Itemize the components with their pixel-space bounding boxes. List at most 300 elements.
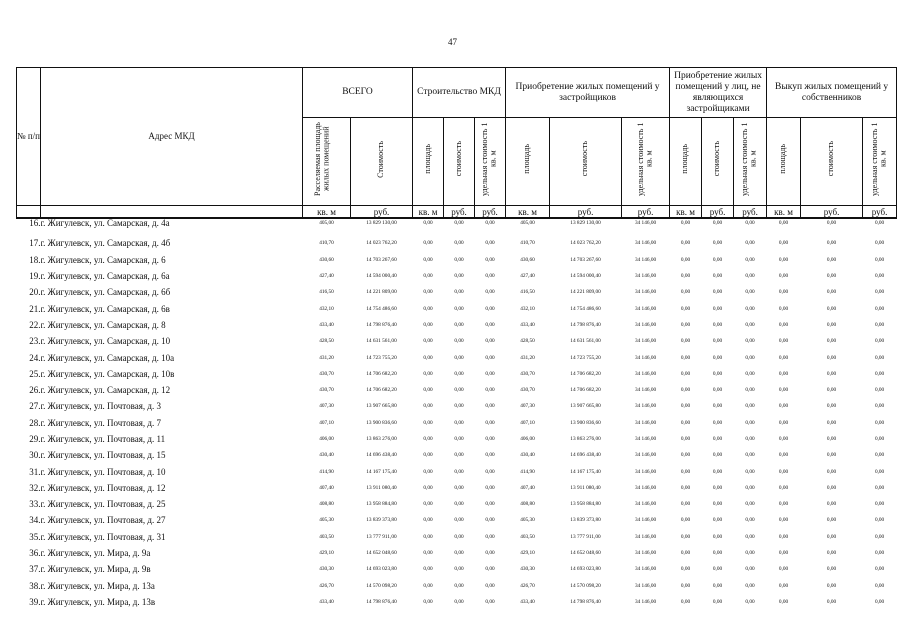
unit-construction-unit-cost: руб. bbox=[475, 206, 506, 219]
non-developers-cost: 0,00 bbox=[712, 598, 723, 605]
row-num: 30. bbox=[29, 450, 41, 461]
developers-unit-cost: 34 146,00 bbox=[634, 338, 657, 345]
total-cost: 14 754 486,60 bbox=[366, 305, 397, 312]
unit-total-area: кв. м bbox=[303, 206, 351, 219]
owners-cost: 0,00 bbox=[826, 452, 837, 459]
total-area: 407,30 bbox=[319, 403, 334, 410]
developers-area: 406,00 bbox=[520, 436, 535, 442]
total-area: 406,00 bbox=[319, 436, 334, 442]
table-row bbox=[17, 561, 897, 577]
total-area: 433,40 bbox=[319, 598, 334, 605]
non-developers-area: 0,00 bbox=[680, 517, 691, 524]
owners-cost: 0,00 bbox=[826, 582, 837, 589]
construction-area: 0,00 bbox=[423, 566, 433, 573]
non-developers-area: 0,00 bbox=[680, 582, 691, 589]
construction-area: 0,00 bbox=[423, 517, 433, 524]
construction-cost: 0,00 bbox=[454, 403, 464, 410]
construction-cost: 0,00 bbox=[454, 468, 464, 475]
construction-unit-cost: 0,00 bbox=[485, 370, 495, 377]
owners-unit-cost: 0,00 bbox=[874, 598, 885, 605]
non-developers-cost: 0,00 bbox=[712, 533, 723, 540]
owners-cost: 0,00 bbox=[826, 273, 837, 280]
owners-area: 0,00 bbox=[778, 370, 789, 377]
non-developers-cost: 0,00 bbox=[712, 582, 723, 589]
owners-area: 0,00 bbox=[778, 468, 789, 475]
total-area: 427,40 bbox=[319, 273, 334, 280]
header-buyout-owners: Выкуп жилых помещений у собственников bbox=[767, 68, 897, 118]
table-row bbox=[17, 594, 897, 610]
developers-area: 426,70 bbox=[520, 582, 535, 589]
row-address: г. Жигулевск, ул. Почтовая, д. 25 bbox=[40, 499, 166, 510]
total-area: 433,40 bbox=[319, 321, 334, 328]
owners-unit-cost: 0,00 bbox=[874, 338, 885, 345]
non-developers-unit-cost: 0,00 bbox=[745, 517, 755, 524]
developers-unit-cost: 34 146,00 bbox=[634, 305, 657, 312]
construction-unit-cost: 0,00 bbox=[485, 501, 495, 508]
unit-owners-unit-cost: руб. bbox=[863, 206, 897, 219]
row-address: г. Жигулевск, ул. Почтовая, д. 7 bbox=[40, 417, 161, 428]
row-address: г. Жигулевск, ул. Самарская, д. 10а bbox=[40, 352, 175, 363]
row-num: 34. bbox=[29, 515, 41, 526]
row-address: г. Жигулевск, ул. Самарская, д. 12 bbox=[40, 385, 171, 396]
non-developers-cost: 0,00 bbox=[712, 468, 723, 475]
owners-cost: 0,00 bbox=[826, 240, 837, 247]
developers-area: 430,60 bbox=[520, 256, 535, 263]
developers-unit-cost: 34 146,00 bbox=[634, 240, 657, 247]
construction-cost: 0,00 bbox=[454, 517, 464, 524]
non-developers-cost: 0,00 bbox=[712, 370, 723, 377]
developers-unit-cost: 34 146,00 bbox=[634, 321, 657, 328]
developers-cost: 14 798 876,40 bbox=[570, 598, 601, 605]
total-cost: 13 863 276,00 bbox=[366, 436, 397, 442]
owners-unit-cost: 0,00 bbox=[874, 501, 885, 508]
construction-cost: 0,00 bbox=[454, 289, 464, 296]
row-num: 37. bbox=[29, 564, 41, 575]
owners-unit-cost: 0,00 bbox=[874, 370, 885, 377]
developers-unit-cost: 34 146,00 bbox=[634, 256, 657, 263]
owners-area: 0,00 bbox=[778, 338, 789, 345]
owners-cost: 0,00 bbox=[826, 533, 837, 540]
developers-unit-cost: 34 146,00 bbox=[634, 582, 657, 589]
developers-unit-cost: 34 146,00 bbox=[634, 436, 657, 442]
developers-area: 430,70 bbox=[520, 387, 535, 394]
row-num: 36. bbox=[29, 548, 41, 559]
developers-area: 414,90 bbox=[520, 468, 535, 475]
developers-cost: 14 706 682,20 bbox=[570, 370, 601, 377]
row-address: г. Жигулевск, ул. Почтовая, д. 10 bbox=[40, 466, 166, 477]
owners-cost: 0,00 bbox=[826, 305, 837, 312]
construction-cost: 0,00 bbox=[454, 220, 464, 226]
developers-cost: 13 907 665,80 bbox=[570, 403, 601, 410]
owners-unit-cost: 0,00 bbox=[874, 305, 885, 312]
total-cost: 14 570 098,20 bbox=[366, 582, 397, 589]
total-cost: 14 693 023,80 bbox=[366, 566, 397, 573]
developers-unit-cost: 34 146,00 bbox=[634, 273, 657, 280]
construction-unit-cost: 0,00 bbox=[485, 387, 495, 394]
developers-cost: 13 829 130,00 bbox=[570, 220, 601, 226]
non-developers-area: 0,00 bbox=[680, 566, 691, 573]
construction-area: 0,00 bbox=[423, 501, 433, 508]
developers-cost: 13 911 080,40 bbox=[570, 484, 601, 491]
non-developers-area: 0,00 bbox=[680, 403, 691, 410]
non-developers-unit-cost: 0,00 bbox=[745, 354, 755, 361]
total-area: 432,10 bbox=[319, 305, 334, 312]
construction-area: 0,00 bbox=[423, 468, 433, 475]
owners-area: 0,00 bbox=[778, 436, 789, 442]
construction-area: 0,00 bbox=[423, 240, 433, 247]
developers-cost: 13 863 276,00 bbox=[570, 436, 601, 442]
owners-cost: 0,00 bbox=[826, 517, 837, 524]
construction-unit-cost: 0,00 bbox=[485, 517, 495, 524]
owners-area: 0,00 bbox=[778, 419, 789, 426]
total-area: 405,00 bbox=[319, 220, 334, 226]
table-row bbox=[17, 463, 897, 479]
row-address: г. Жигулевск, ул. Мира, д. 9в bbox=[40, 564, 151, 575]
header-purchase-developers: Приобретение жилых помещений у застройщиков bbox=[506, 68, 670, 118]
construction-unit-cost: 0,00 bbox=[485, 321, 495, 328]
non-developers-unit-cost: 0,00 bbox=[745, 387, 755, 394]
developers-cost: 14 754 486,60 bbox=[570, 305, 601, 312]
non-developers-area: 0,00 bbox=[680, 468, 691, 475]
total-area: 403,50 bbox=[319, 533, 334, 540]
row-num: 16. bbox=[29, 218, 41, 228]
total-cost: 14 696 438,40 bbox=[366, 452, 397, 459]
owners-unit-cost: 0,00 bbox=[874, 321, 885, 328]
table-row bbox=[17, 333, 897, 349]
construction-cost: 0,00 bbox=[454, 598, 464, 605]
unit-non-developers-cost: руб. bbox=[702, 206, 734, 219]
construction-unit-cost: 0,00 bbox=[485, 533, 495, 540]
construction-unit-cost: 0,00 bbox=[485, 256, 495, 263]
construction-cost: 0,00 bbox=[454, 533, 464, 540]
construction-cost: 0,00 bbox=[454, 338, 464, 345]
row-address: г. Жигулевск, ул. Самарская, д. 6а bbox=[40, 271, 170, 282]
total-area: 431,20 bbox=[319, 354, 334, 361]
construction-area: 0,00 bbox=[423, 484, 433, 491]
total-area: 430,40 bbox=[319, 452, 334, 459]
unit-owners-cost: руб. bbox=[801, 206, 863, 219]
owners-area: 0,00 bbox=[778, 533, 789, 540]
construction-cost: 0,00 bbox=[454, 273, 464, 280]
developers-cost: 13 839 373,80 bbox=[570, 517, 601, 524]
construction-area: 0,00 bbox=[423, 256, 433, 263]
construction-area: 0,00 bbox=[423, 354, 433, 361]
construction-cost: 0,00 bbox=[454, 436, 464, 442]
owners-area: 0,00 bbox=[778, 517, 789, 524]
owners-unit-cost: 0,00 bbox=[874, 582, 885, 589]
construction-area: 0,00 bbox=[423, 305, 433, 312]
non-developers-unit-cost: 0,00 bbox=[745, 468, 755, 475]
developers-area: 430,40 bbox=[520, 452, 535, 459]
non-developers-cost: 0,00 bbox=[712, 566, 723, 573]
total-area: 414,90 bbox=[319, 468, 334, 475]
construction-unit-cost: 0,00 bbox=[485, 338, 495, 345]
owners-cost: 0,00 bbox=[826, 468, 837, 475]
table-row bbox=[17, 218, 897, 235]
header-total: ВСЕГО bbox=[303, 68, 413, 118]
owners-cost: 0,00 bbox=[826, 256, 837, 263]
table-row bbox=[17, 447, 897, 463]
row-num: 32. bbox=[29, 482, 41, 493]
total-cost: 14 594 000,40 bbox=[366, 273, 397, 280]
row-num: 17. bbox=[29, 238, 41, 249]
owners-cost: 0,00 bbox=[826, 501, 837, 508]
row-address: г. Жигулевск, ул. Мира, д. 13а bbox=[40, 580, 155, 591]
developers-unit-cost: 34 146,00 bbox=[634, 452, 657, 459]
table-row bbox=[17, 317, 897, 333]
row-address: г. Жигулевск, ул. Почтовая, д. 12 bbox=[40, 482, 166, 493]
row-address: г. Жигулевск, ул. Самарская, д. 6в bbox=[40, 303, 170, 314]
owners-cost: 0,00 bbox=[826, 566, 837, 573]
non-developers-area: 0,00 bbox=[680, 321, 691, 328]
row-address: г. Жигулевск, ул. Мира, д. 13в bbox=[40, 596, 156, 607]
header-non-developers-area: площадь bbox=[670, 118, 702, 206]
non-developers-area: 0,00 bbox=[680, 354, 691, 361]
non-developers-area: 0,00 bbox=[680, 484, 691, 491]
non-developers-cost: 0,00 bbox=[712, 289, 723, 296]
owners-unit-cost: 0,00 bbox=[874, 517, 885, 524]
row-num: 18. bbox=[29, 254, 41, 265]
owners-cost: 0,00 bbox=[826, 354, 837, 361]
developers-unit-cost: 34 146,00 bbox=[634, 533, 657, 540]
owners-cost: 0,00 bbox=[826, 387, 837, 394]
developers-unit-cost: 34 146,00 bbox=[634, 289, 657, 296]
page-number: 47 bbox=[448, 37, 457, 47]
developers-area: 403,50 bbox=[520, 533, 535, 540]
row-address: г. Жигулевск, ул. Самарская, д. 4б bbox=[40, 238, 171, 249]
total-cost: 14 703 267,60 bbox=[366, 256, 397, 263]
non-developers-unit-cost: 0,00 bbox=[745, 598, 755, 605]
developers-area: 405,00 bbox=[520, 220, 535, 226]
construction-cost: 0,00 bbox=[454, 419, 464, 426]
construction-area: 0,00 bbox=[423, 289, 433, 296]
developers-unit-cost: 34 146,00 bbox=[634, 220, 657, 226]
header-construction-area: площадь bbox=[413, 118, 444, 206]
construction-cost: 0,00 bbox=[454, 370, 464, 377]
row-num: 19. bbox=[29, 271, 41, 282]
developers-unit-cost: 34 146,00 bbox=[634, 354, 657, 361]
row-address: г. Жигулевск, ул. Почтовая, д. 31 bbox=[40, 531, 166, 542]
header-construction-cost: стоимость bbox=[444, 118, 475, 206]
non-developers-unit-cost: 0,00 bbox=[745, 240, 755, 247]
total-area: 430,70 bbox=[319, 387, 334, 394]
row-address: г. Жигулевск, ул. Мира, д. 9а bbox=[40, 548, 151, 559]
unit-developers-cost: руб. bbox=[550, 206, 622, 219]
developers-cost: 14 706 682,20 bbox=[570, 387, 601, 394]
total-area: 407,40 bbox=[319, 484, 334, 491]
construction-unit-cost: 0,00 bbox=[485, 240, 495, 247]
construction-area: 0,00 bbox=[423, 338, 433, 345]
non-developers-area: 0,00 bbox=[680, 220, 691, 226]
unit-total-cost: руб. bbox=[351, 206, 413, 219]
header-non-developers-cost: стоимость bbox=[702, 118, 734, 206]
header-purchase-non-developers: Приобретение жилых помещений у лиц, не являющихся застройщиками bbox=[670, 68, 767, 118]
non-developers-unit-cost: 0,00 bbox=[745, 566, 755, 573]
owners-unit-cost: 0,00 bbox=[874, 468, 885, 475]
unit-developers-unit-cost: руб. bbox=[622, 206, 670, 219]
non-developers-cost: 0,00 bbox=[712, 550, 723, 557]
construction-area: 0,00 bbox=[423, 220, 433, 226]
owners-area: 0,00 bbox=[778, 550, 789, 557]
row-num: 29. bbox=[29, 434, 41, 444]
total-area: 408,80 bbox=[319, 501, 334, 508]
header-address: Адрес МКД bbox=[41, 68, 303, 206]
total-cost: 14 023 762,20 bbox=[366, 240, 397, 247]
owners-area: 0,00 bbox=[778, 220, 789, 226]
non-developers-area: 0,00 bbox=[680, 338, 691, 345]
construction-area: 0,00 bbox=[423, 273, 433, 280]
owners-area: 0,00 bbox=[778, 305, 789, 312]
non-developers-unit-cost: 0,00 bbox=[745, 436, 755, 442]
non-developers-unit-cost: 0,00 bbox=[745, 256, 755, 263]
non-developers-cost: 0,00 bbox=[712, 436, 723, 442]
non-developers-area: 0,00 bbox=[680, 436, 691, 442]
total-area: 410,70 bbox=[319, 240, 334, 247]
non-developers-area: 0,00 bbox=[680, 370, 691, 377]
construction-cost: 0,00 bbox=[454, 256, 464, 263]
non-developers-unit-cost: 0,00 bbox=[745, 305, 755, 312]
total-cost: 14 723 755,20 bbox=[366, 354, 397, 361]
table-row bbox=[17, 480, 897, 496]
row-address: г. Жигулевск, ул. Самарская, д. 6 bbox=[40, 254, 166, 265]
table-row bbox=[17, 349, 897, 365]
construction-cost: 0,00 bbox=[454, 501, 464, 508]
row-address: г. Жигулевск, ул. Самарская, д. 8 bbox=[40, 319, 166, 330]
construction-area: 0,00 bbox=[423, 533, 433, 540]
owners-area: 0,00 bbox=[778, 566, 789, 573]
non-developers-unit-cost: 0,00 bbox=[745, 321, 755, 328]
owners-area: 0,00 bbox=[778, 582, 789, 589]
non-developers-area: 0,00 bbox=[680, 240, 691, 247]
total-cost: 14 631 561,00 bbox=[366, 338, 397, 345]
developers-cost: 14 696 438,40 bbox=[570, 452, 601, 459]
total-cost: 13 911 080,40 bbox=[366, 484, 397, 491]
row-address: г. Жигулевск, ул. Почтовая, д. 27 bbox=[40, 515, 166, 526]
total-cost: 13 958 884,80 bbox=[366, 501, 397, 508]
non-developers-area: 0,00 bbox=[680, 501, 691, 508]
developers-area: 432,10 bbox=[520, 305, 535, 312]
header-owners-unit-cost: удельная стоимость 1 кв. м bbox=[863, 118, 897, 206]
developers-area: 431,20 bbox=[520, 354, 535, 361]
construction-cost: 0,00 bbox=[454, 321, 464, 328]
header-developers-area: площадь bbox=[506, 118, 550, 206]
developers-cost: 14 221 809,00 bbox=[570, 289, 601, 296]
non-developers-cost: 0,00 bbox=[712, 256, 723, 263]
row-address: г. Жигулевск, ул. Самарская, д. 10в bbox=[40, 368, 175, 379]
non-developers-area: 0,00 bbox=[680, 305, 691, 312]
construction-cost: 0,00 bbox=[454, 484, 464, 491]
table-row bbox=[17, 268, 897, 284]
non-developers-cost: 0,00 bbox=[712, 452, 723, 459]
total-area: 429,10 bbox=[319, 550, 334, 557]
table-row bbox=[17, 300, 897, 316]
owners-unit-cost: 0,00 bbox=[874, 273, 885, 280]
non-developers-unit-cost: 0,00 bbox=[745, 452, 755, 459]
developers-unit-cost: 34 146,00 bbox=[634, 484, 657, 491]
construction-cost: 0,00 bbox=[454, 582, 464, 589]
total-area: 430,30 bbox=[319, 566, 334, 573]
total-cost: 14 652 048,60 bbox=[366, 550, 397, 557]
developers-cost: 13 777 911,00 bbox=[570, 533, 601, 540]
row-num: 22. bbox=[29, 319, 41, 330]
unit-empty-address bbox=[41, 206, 303, 219]
total-area: 428,50 bbox=[319, 338, 334, 345]
non-developers-unit-cost: 0,00 bbox=[745, 370, 755, 377]
construction-area: 0,00 bbox=[423, 403, 433, 410]
developers-area: 407,40 bbox=[520, 484, 535, 491]
developers-cost: 14 631 561,00 bbox=[570, 338, 601, 345]
row-num: 25. bbox=[29, 368, 41, 379]
owners-cost: 0,00 bbox=[826, 419, 837, 426]
total-area: 430,70 bbox=[319, 370, 334, 377]
row-address: г. Жигулевск, ул. Почтовая, д. 11 bbox=[40, 434, 166, 444]
total-cost: 13 777 911,00 bbox=[366, 533, 397, 540]
non-developers-cost: 0,00 bbox=[712, 387, 723, 394]
owners-cost: 0,00 bbox=[826, 338, 837, 345]
owners-cost: 0,00 bbox=[826, 321, 837, 328]
owners-area: 0,00 bbox=[778, 403, 789, 410]
total-area: 426,70 bbox=[319, 582, 334, 589]
header-construction-unit-cost: удельная стоимость 1 кв. м bbox=[475, 118, 506, 206]
construction-unit-cost: 0,00 bbox=[485, 468, 495, 475]
total-area: 416,50 bbox=[319, 289, 334, 296]
total-cost: 13 907 665,80 bbox=[366, 403, 397, 410]
total-cost: 14 167 175,40 bbox=[366, 468, 397, 475]
developers-unit-cost: 34 146,00 bbox=[634, 598, 657, 605]
non-developers-cost: 0,00 bbox=[712, 220, 723, 226]
row-num: 31. bbox=[29, 466, 41, 477]
construction-cost: 0,00 bbox=[454, 240, 464, 247]
construction-area: 0,00 bbox=[423, 370, 433, 377]
total-cost: 14 221 809,00 bbox=[366, 289, 397, 296]
total-cost: 14 798 876,40 bbox=[366, 321, 397, 328]
non-developers-cost: 0,00 bbox=[712, 338, 723, 345]
owners-area: 0,00 bbox=[778, 484, 789, 491]
non-developers-cost: 0,00 bbox=[712, 321, 723, 328]
construction-area: 0,00 bbox=[423, 436, 433, 442]
developers-cost: 14 570 098,20 bbox=[570, 582, 601, 589]
row-num: 26. bbox=[29, 385, 41, 396]
construction-unit-cost: 0,00 bbox=[485, 452, 495, 459]
developers-area: 429,10 bbox=[520, 550, 535, 557]
owners-unit-cost: 0,00 bbox=[874, 354, 885, 361]
table-row bbox=[17, 545, 897, 561]
row-address: г. Жигулевск, ул. Самарская, д. 4а bbox=[40, 218, 170, 228]
row-num: 27. bbox=[29, 401, 41, 412]
table-row bbox=[17, 366, 897, 382]
row-num: 39. bbox=[29, 596, 41, 607]
owners-cost: 0,00 bbox=[826, 598, 837, 605]
construction-unit-cost: 0,00 bbox=[485, 354, 495, 361]
owners-cost: 0,00 bbox=[826, 370, 837, 377]
owners-area: 0,00 bbox=[778, 321, 789, 328]
developers-cost: 14 594 000,40 bbox=[570, 273, 601, 280]
owners-unit-cost: 0,00 bbox=[874, 452, 885, 459]
row-address: г. Жигулевск, ул. Почтовая, д. 3 bbox=[40, 401, 161, 412]
non-developers-unit-cost: 0,00 bbox=[745, 289, 755, 296]
header-total-cost: Стоимость bbox=[351, 118, 413, 206]
owners-area: 0,00 bbox=[778, 598, 789, 605]
developers-area: 407,30 bbox=[520, 403, 535, 410]
construction-unit-cost: 0,00 bbox=[485, 582, 495, 589]
construction-unit-cost: 0,00 bbox=[485, 436, 495, 442]
construction-unit-cost: 0,00 bbox=[485, 273, 495, 280]
unit-owners-area: кв. м bbox=[767, 206, 801, 219]
row-address: г. Жигулевск, ул. Самарская, д. 10 bbox=[40, 336, 171, 347]
owners-unit-cost: 0,00 bbox=[874, 240, 885, 247]
construction-area: 0,00 bbox=[423, 321, 433, 328]
owners-cost: 0,00 bbox=[826, 484, 837, 491]
